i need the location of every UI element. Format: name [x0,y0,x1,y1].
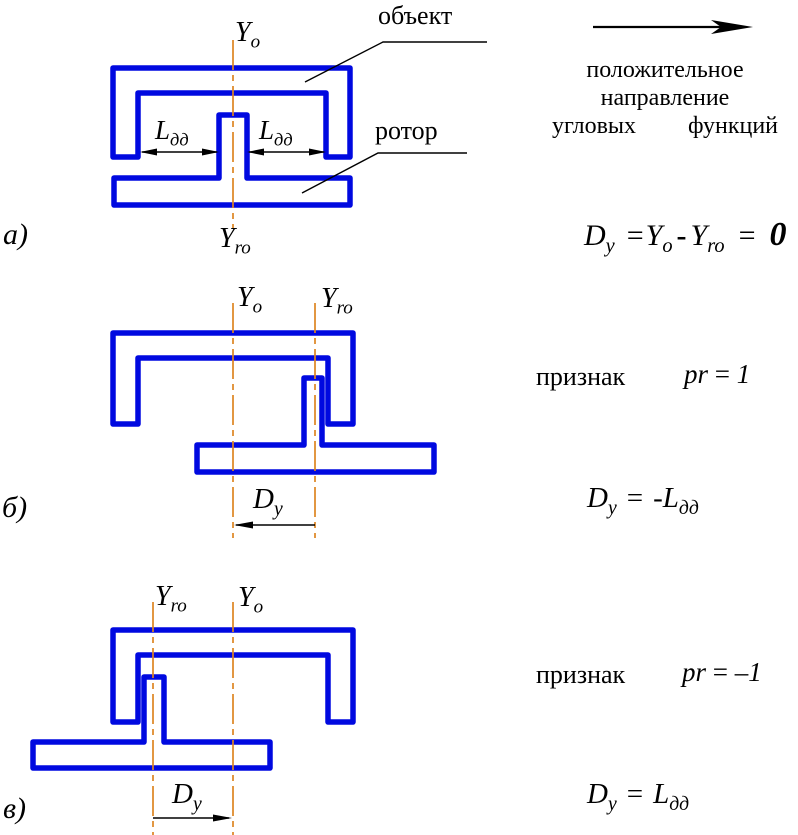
axis-yo-a-sub: o [250,31,261,53]
formula-b-lhs: D [587,482,608,514]
dim-label-dy-c [172,778,202,815]
pr-var-b: pr [684,359,709,389]
priznak-value-c [682,658,762,688]
dim-arrow-ldd-left-out [140,149,157,156]
formula-a-op: - [676,219,687,252]
axis-label-yo-b [237,282,263,318]
formula-c-eq: = [626,778,644,810]
panel-tag-c: в) [3,792,27,825]
axis-yro-a-base: Y [219,223,235,254]
direction-legend-line1: положительное [586,57,744,83]
dim-arrow-dy-b [234,522,253,529]
ldd-left-base: L [155,115,171,145]
callout-object-label: объект [378,1,453,30]
dim-label-ldd-left [155,115,189,150]
formula-a-lhs: D [584,219,606,252]
formula-a-result: 0 [769,216,787,253]
axis-yro-a-sub: ro [234,237,251,259]
formula-b-rhs: -L [653,482,679,514]
formula-a-t2: Y [690,219,708,252]
axis-yo-a-base: Y [235,17,251,48]
panel-tag-a: а) [3,218,28,251]
axis-label-yo-a [235,17,261,53]
priznak-label-b: признак [536,362,626,391]
axis-yro-b-sub: ro [336,297,353,319]
axis-yo-c-sub: o [253,596,264,618]
formula-a-t1-sub: o [662,235,673,257]
formula-a-t2-sub: ro [707,235,725,257]
axis-label-yro-c [155,581,187,617]
formula-a-eq2: = [738,219,756,252]
formula-dy-b [587,482,699,519]
formula-a-eq1: = [626,219,644,252]
formula-c-rhs-sub: дд [669,792,690,815]
priznak-label-c: признак [536,660,626,689]
dim-label-dy-b [253,483,283,520]
axis-label-yro-b [321,283,353,319]
formula-c-lhs: D [587,778,608,810]
axis-label-yo-c [238,582,264,618]
formula-c-rhs: L [653,778,670,810]
axis-yro-c-base: Y [155,581,171,612]
ldd-left-sub: дд [170,129,189,150]
ldd-right-base: L [259,115,275,145]
dim-arrow-dy-c [213,815,232,822]
ldd-right-sub: дд [274,129,293,150]
formula-b-eq: = [626,482,644,514]
rotor-outline-a [114,115,350,205]
dy-c-sub: y [192,792,202,815]
pr-var-c: pr [682,657,707,687]
axis-yo-b-sub: o [252,296,263,318]
dim-label-ldd-right [259,115,293,150]
dy-b-base: D [253,483,274,515]
axis-label-yro-a [219,223,251,259]
pr-val-b: 1 [736,359,751,389]
axis-yro-b-base: Y [321,283,337,314]
axis-yo-c-base: Y [238,582,254,613]
dy-c-base: D [172,778,193,810]
formula-dy-c [587,778,690,815]
formula-a-lhs-sub: y [605,235,615,257]
dy-b-sub: y [273,497,283,520]
pr-val-c: –1 [734,657,762,687]
pr-eq-c: = [712,657,728,687]
axis-yro-c-sub: ro [170,595,187,617]
direction-legend [534,56,796,140]
pr-eq-b: = [714,359,730,389]
formula-b-rhs-sub: дд [678,496,699,519]
formula-dy-a [584,216,787,257]
formula-c-lhs-sub: y [607,792,617,815]
formula-a-t1: Y [645,219,663,252]
axis-yo-b-base: Y [237,282,253,313]
rotor-outline-c [33,677,270,768]
formula-b-lhs-sub: y [607,496,617,519]
direction-legend-line2: направление [600,85,730,111]
direction-legend-line3: угловых функций [551,113,779,139]
priznak-value-b [684,360,750,390]
panel-tag-b: б) [2,491,28,524]
callout-rotor-label: ротор [375,116,438,145]
